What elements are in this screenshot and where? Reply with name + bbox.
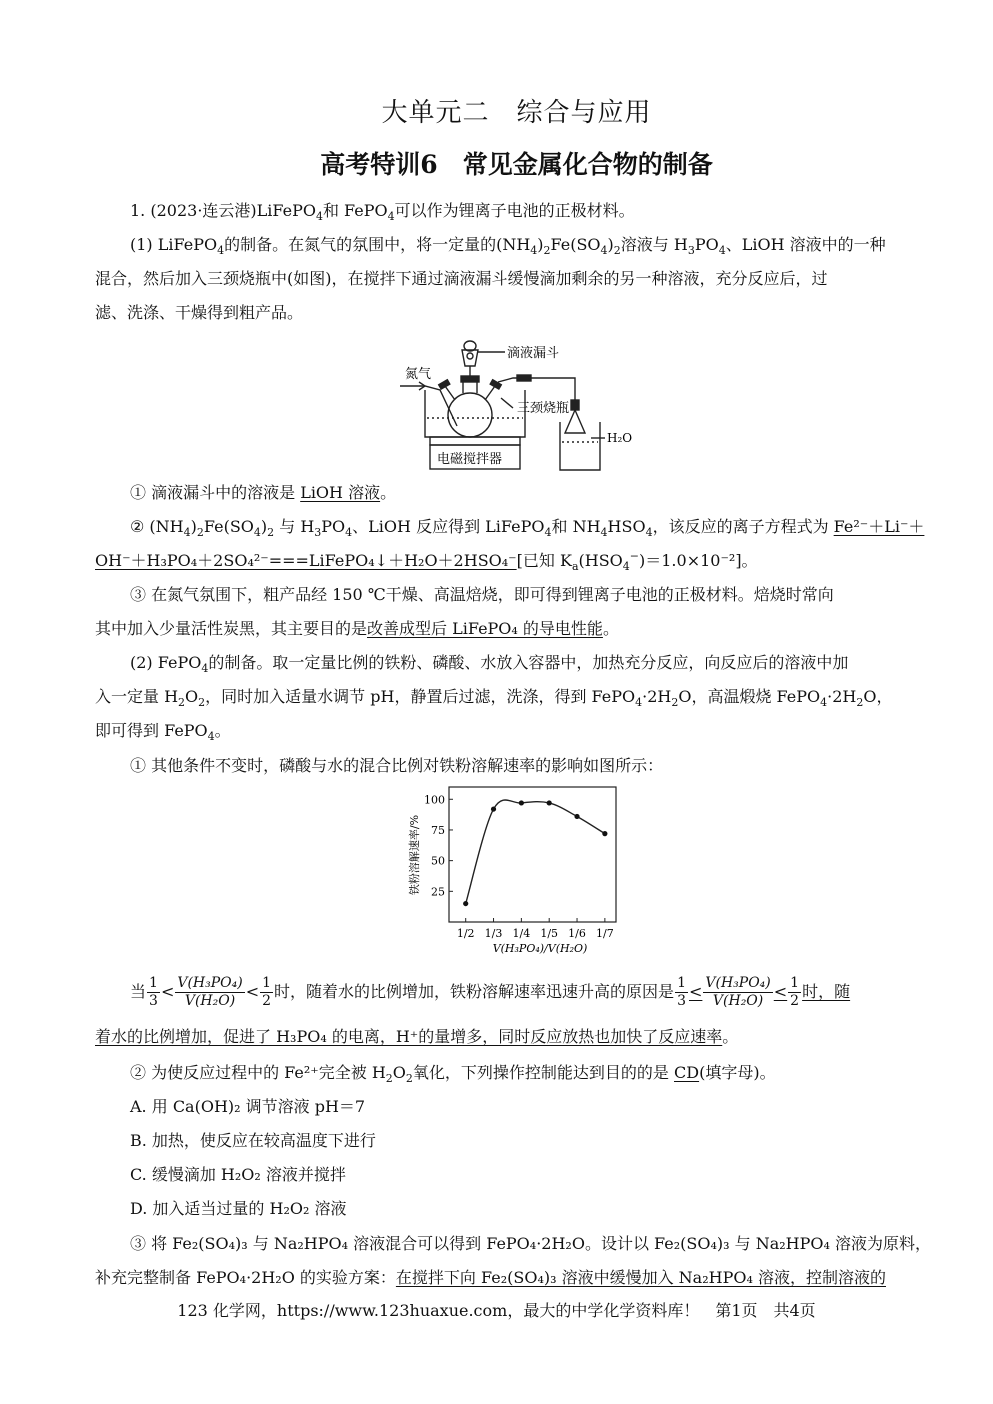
stirrer-label: 电磁搅拌器 <box>437 452 503 467</box>
sub3-line2: 其中加入少量活性炭黑，其主要目的是改善成型后 LiFePO₄ 的导电性能。 <box>95 619 619 638</box>
sub1: ① 滴液漏斗中的溶液是 LiOH 溶液。 <box>130 483 397 502</box>
reason-line1: 当 $\frac{1}{3}$ < $\frac{\text{V(H₃PO₄)}}{\text{V(H₂O)}}$ < $\frac{1}{2}$ 时，随着水的比例增加，铁粉溶解速率迅速升高的原因是 $\frac{1}{3}$ < $\frac{\text{V(H₃PO₄)}}{\text{V(H₂O)}}$ < $\frac{1}{2}$ 时，随 <box>130 975 851 1009</box>
option-a: A. 用 Ca(OH)₂ 调节溶液 pH＝7 <box>130 1097 366 1116</box>
dissolution-rate-chart <box>400 780 625 960</box>
y-tick-label: 25 <box>431 885 445 899</box>
x-tick-label: 1/6 <box>568 927 586 940</box>
unit-title: 大单元二 综合与应用 <box>381 98 652 128</box>
chart-ylabel: 铁粉溶解速率/% <box>408 814 421 896</box>
data-point <box>602 831 607 836</box>
chart-xlabel: V(H₃PO₄)/V(H₂O) <box>492 942 588 955</box>
sub2-line1: ② $(NH_4)_2Fe(SO_4)_2$ 与 $H_3PO_4$、LiOH 反应得到 LiFePO$_4$和 $NH_4HSO_4$，该反应的离子方程式为 Fe²⁻＋Li⁻＋ <box>130 517 925 540</box>
t3-line2: 补充完整制备 FePO₄·2H₂O 的实验方案：在搅拌下向 Fe₂(SO₄)₃ 溶液中缓慢加入 Na₂HPO₄ 溶液，控制溶液的 <box>95 1268 886 1287</box>
question-intro: 1. (2023·连云港)LiFePO$_4$和 FePO$_4$可以作为锂离子电池的正极材料。 <box>130 201 635 224</box>
apparatus-figure <box>395 330 645 475</box>
flask-label: 三颈烧瓶 <box>517 401 570 416</box>
t2-line: ② 为使反应过程中的 Fe²⁺完全被 $H_2O_2$氧化，下列操作控制能达到目的的是 CD(填字母)。 <box>130 1063 776 1086</box>
section-title: 高考特训6 常见金属化合物的制备 <box>320 150 713 179</box>
water-label: H₂O <box>607 431 633 445</box>
reason-line2: 着水的比例增加，促进了 H₃PO₄ 的电离，H⁺的量增多，同时反应放热也加快了反应速率。 <box>95 1027 739 1046</box>
part1-line3: 滤、洗涤、干燥得到粗产品。 <box>95 303 304 322</box>
sub3-line1: ③ 在氮气氛围下，粗产品经 150 ℃干燥、高温焙烧，即可得到锂离子电池的正极材料。焙烧时常向 <box>130 585 834 604</box>
part1-line2: 混合，然后加入三颈烧瓶中(如图)，在搅拌下通过滴液漏斗缓慢滴加剩余的另一种溶液，充分反应后，过 <box>95 269 828 288</box>
series-line <box>466 800 605 904</box>
chart-frame <box>449 787 616 922</box>
t3-line1: ③ 将 Fe₂(SO₄)₃ 与 Na₂HPO₄ 溶液混合可以得到 FePO₄·2H₂O。设计以 Fe₂(SO₄)₃ 与 Na₂HPO₄ 溶液为原料， <box>130 1234 932 1253</box>
data-point <box>463 901 468 906</box>
part2-line3: 即可得到 FePO$_4$。 <box>95 721 231 744</box>
x-tick-label: 1/4 <box>512 927 531 940</box>
answer-4a: $\frac{1}{3}$ < $\frac{\text{V(H₃PO₄)}}{\text{V(H₂O)}}$ < $\frac{1}{2}$ 时，随 <box>677 975 851 1009</box>
part2-line2: 入一定量 $H_2O_2$，同时加入适量水调节 pH，静置后过滤，洗涤，得到 $FePO_4\cdot 2H_2O$，高温煅烧 $FePO_4\cdot 2H_2O$， <box>95 687 893 710</box>
data-point <box>491 806 496 811</box>
x-tick-label: 1/5 <box>540 927 559 940</box>
answer-6: 在搅拌下向 Fe₂(SO₄)₃ 溶液中缓慢加入 Na₂HPO₄ 溶液，控制溶液的 <box>395 1268 886 1287</box>
x-tick-label: 1/2 <box>456 927 475 940</box>
option-b: B. 加热，使反应在较高温度下进行 <box>130 1131 376 1150</box>
answer-3: 改善成型后 LiFePO₄ 的导电性能 <box>367 619 603 638</box>
nitrogen-label: 氮气 <box>405 367 432 382</box>
answer-4b: 着水的比例增加，促进了 H₃PO₄ 的电离，H⁺的量增多，同时反应放热也加快了反应速率 <box>95 1027 723 1046</box>
funnel-label: 滴液漏斗 <box>507 346 560 361</box>
data-point <box>519 800 524 805</box>
data-point <box>574 814 579 819</box>
y-tick-label: 50 <box>431 854 445 868</box>
y-tick-label: 100 <box>424 793 445 807</box>
option-d: D. 加入适当过量的 H₂O₂ 溶液 <box>130 1199 347 1218</box>
option-c: C. 缓慢滴加 H₂O₂ 溶液并搅拌 <box>130 1165 346 1184</box>
part2-line1: (2) FePO$_4$的制备。取一定量比例的铁粉、磷酸、水放入容器中，加热充分反应，向反应后的溶液中加 <box>130 653 849 676</box>
t1-line: ① 其他条件不变时，磷酸与水的混合比例对铁粉溶解速率的影响如图所示： <box>130 756 664 775</box>
answer-5: CD <box>674 1063 700 1082</box>
sub2-line2: OH⁻＋H₃PO₄＋2SO₄²⁻===LiFePO₄↓＋H₂O＋2HSO₄⁻[已知 $K_a(HSO_4^-)=1.0\times 10^{-2}$]。 <box>95 549 758 574</box>
x-tick-label: 1/7 <box>596 927 614 940</box>
x-tick-label: 1/3 <box>484 927 503 940</box>
page-footer: 123 化学网，https://www.123huaxue.com，最大的中学化学资料库！ 第1页 共4页 <box>177 1301 816 1320</box>
answer-2b: OH⁻＋H₃PO₄＋2SO₄²⁻===LiFePO₄↓＋H₂O＋2HSO₄⁻ <box>95 551 517 570</box>
answer-2a: Fe²⁻＋Li⁻＋ <box>833 517 925 536</box>
y-tick-label: 75 <box>431 823 445 837</box>
data-point <box>547 800 552 805</box>
answer-1: LiOH 溶液 <box>300 483 381 502</box>
part1-line1: (1) LiFePO$_4$的制备。在氮气的氛围中，将一定量的$(NH_4)_2Fe(SO_4)_2$溶液与 $H_3PO_4$、LiOH 溶液中的一种 <box>130 235 886 258</box>
